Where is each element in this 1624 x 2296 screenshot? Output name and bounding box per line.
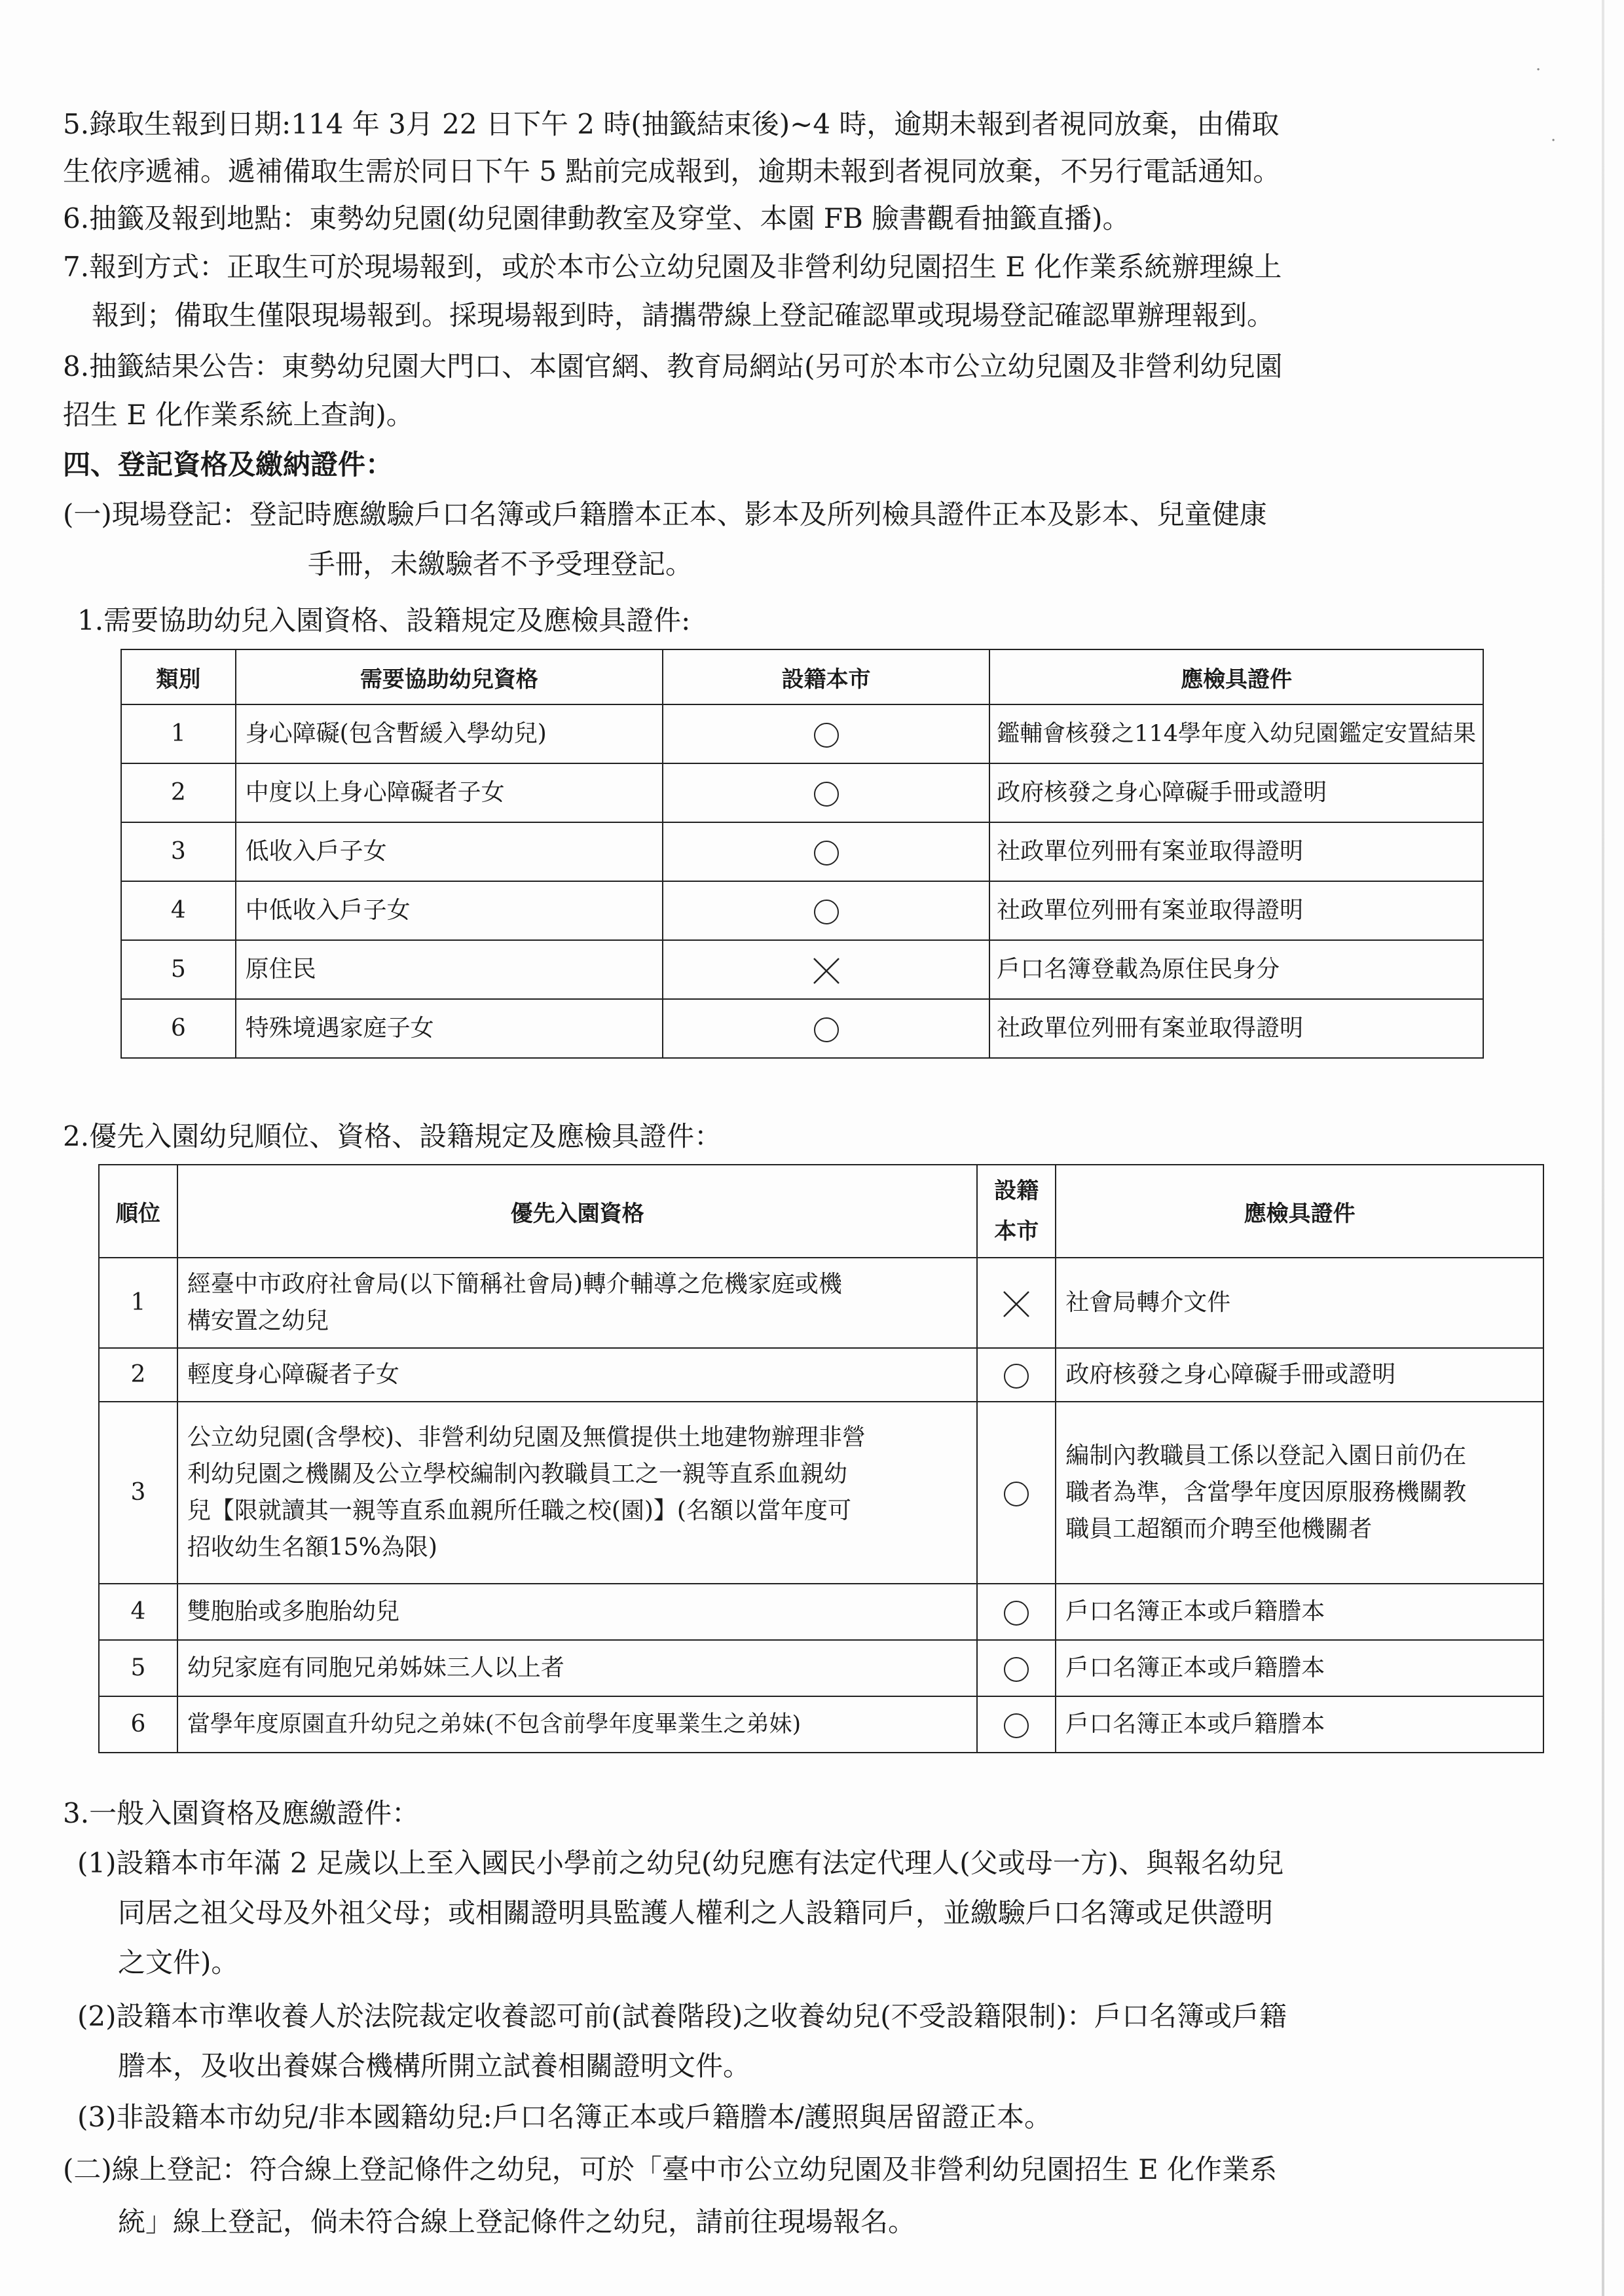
qualification-cell: [177, 1348, 978, 1402]
table-row: [121, 822, 1483, 881]
table-row: [121, 940, 1483, 999]
table-row: [99, 1640, 1543, 1696]
residency-cell: [977, 1584, 1056, 1640]
scan-speck: ·: [1536, 60, 1541, 80]
qualification-cell: [177, 1584, 978, 1640]
header-documents: 應檢具證件: [989, 649, 1483, 704]
row-number: 6: [99, 1696, 177, 1753]
row-number: 2: [121, 763, 236, 822]
required-circle-icon: [1004, 1601, 1029, 1626]
row-number: 4: [99, 1584, 177, 1640]
table-row: [99, 1402, 1543, 1584]
qualification-line: 當學年度原園直升幼兒之弟妹(不包含前學年度畢業生之弟妹): [187, 1711, 802, 1738]
item-8-line-2: 招生 E 化作業系統上查詢)。: [63, 399, 414, 431]
onsite-registration-line-1: (一)現場登記：登記時應繳驗戶口名簿或戶籍謄本正本、影本及所列檢具證件正本及影本、兒童健康: [63, 498, 1267, 530]
documents-cell: [1056, 1258, 1543, 1348]
qualification-line: 公立幼兒園(含學校)、非營利幼兒園及無償提供土地建物辦理非營: [187, 1424, 866, 1451]
table-1-title: 1.需要協助幼兒入園資格、設籍規定及應檢具證件:: [77, 604, 691, 636]
item-5-line-1: 5.錄取生報到日期:114 年 3月 22 日下午 2 時(抽籤結束後)~4 時，逾期未報到者視同放棄，由備取: [63, 108, 1280, 140]
general-item-1-line-3: 之文件)。: [118, 1946, 239, 1978]
row-number: 6: [121, 999, 236, 1058]
qualification-line: 幼兒家庭有同胞兄弟姊妹三人以上者: [187, 1654, 564, 1681]
qualification-cell: 身心障礙(包含暫緩入學幼兒): [236, 704, 663, 763]
required-circle-icon: [814, 1017, 839, 1042]
table-row: [121, 881, 1483, 940]
header-category: 類別: [121, 649, 236, 704]
scan-speck: ·: [1551, 131, 1557, 151]
not-required-cross-icon: [1001, 1289, 1031, 1319]
documents-line: 戶口名簿正本或戶籍謄本: [1065, 1598, 1325, 1625]
qualification-line: 輕度身心障礙者子女: [187, 1361, 399, 1388]
documents-cell: 社政單位列冊有案並取得證明: [989, 881, 1483, 940]
residency-cell: [663, 999, 989, 1058]
header-documents: 應檢具證件: [1056, 1165, 1543, 1258]
row-number: 4: [121, 881, 236, 940]
residency-cell: [663, 881, 989, 940]
header-rank: 順位: [99, 1165, 177, 1258]
general-item-2-line-1: (2)設籍本市準收養人於法院裁定收養認可前(試養階段)之收養幼兒(不受設籍限制)：戶口名簿或戶籍: [77, 2000, 1287, 2032]
residency-cell: [663, 822, 989, 881]
documents-line: 政府核發之身心障礙手冊或證明: [1065, 1361, 1396, 1388]
table-row: [99, 1696, 1543, 1753]
table-2-title: 2.優先入園幼兒順位、資格、設籍規定及應檢具證件：: [63, 1120, 722, 1152]
qualification-line: 招收幼生名額15%為限): [187, 1534, 437, 1561]
table-row: [99, 1258, 1543, 1348]
qualification-line: 構安置之幼兒: [187, 1307, 329, 1334]
row-number: 3: [99, 1402, 177, 1584]
required-circle-icon: [814, 723, 839, 748]
item-7-line-1: 7.報到方式：正取生可於現場報到，或於本市公立幼兒園及非營利幼兒園招生 E 化作業系統辦理線上: [63, 251, 1282, 283]
documents-cell: [1056, 1696, 1543, 1753]
documents-cell: [1056, 1402, 1543, 1584]
documents-line: 職員工超額而介聘至他機關者: [1065, 1516, 1373, 1542]
qualification-cell: 低收入戶子女: [236, 822, 663, 881]
table-row: [99, 1584, 1543, 1640]
qualification-cell: 中低收入戶子女: [236, 881, 663, 940]
header-residency-line-1: 設籍: [994, 1178, 1039, 1204]
qualification-cell: [177, 1402, 978, 1584]
residency-cell: [663, 704, 989, 763]
qualification-cell: [177, 1258, 978, 1348]
row-number: 1: [99, 1258, 177, 1348]
qualification-line: 雙胞胎或多胞胎幼兒: [187, 1598, 399, 1625]
residency-cell: [977, 1348, 1056, 1402]
general-item-1-line-1: (1)設籍本市年滿 2 足歲以上至入國民小學前之幼兒(幼兒應有法定代理人(父或母一方)、與報名幼兒: [77, 1847, 1284, 1879]
table-row: [121, 763, 1483, 822]
documents-cell: [1056, 1640, 1543, 1696]
documents-cell: 社政單位列冊有案並取得證明: [989, 999, 1483, 1058]
documents-cell: 政府核發之身心障礙手冊或證明: [989, 763, 1483, 822]
item-6: 6.抽籤及報到地點：東勢幼兒園(幼兒園律動教室及穿堂、本園 FB 臉書觀看抽籤直播)。: [63, 202, 1130, 234]
header-residency: 設籍本市: [663, 649, 989, 704]
item-5-line-2: 生依序遞補。遞補備取生需於同日下午 5 點前完成報到，逾期未報到者視同放棄，不另行電話通知。: [63, 155, 1281, 187]
required-circle-icon: [1004, 1713, 1029, 1738]
not-required-cross-icon: [811, 956, 841, 986]
general-item-3: (3)非設籍本市幼兒/非本國籍幼兒:戶口名簿正本或戶籍謄本/護照與居留證正本。: [77, 2101, 1052, 2133]
row-number: 1: [121, 704, 236, 763]
online-registration-line-2: 統」線上登記，倘未符合線上登記條件之幼兒，請前往現場報名。: [118, 2206, 916, 2238]
table-row: [121, 704, 1483, 763]
required-circle-icon: [814, 782, 839, 807]
row-number: 5: [121, 940, 236, 999]
general-admission-heading: 3.一般入園資格及應繳證件：: [63, 1797, 420, 1829]
documents-line: 編制內教職員工係以登記入園日前仍在: [1065, 1442, 1467, 1469]
page-edge-shadow: [1602, 0, 1604, 2296]
general-item-2-line-2: 謄本，及收出養媒合機構所開立試養相關證明文件。: [118, 2050, 751, 2082]
table-row: [121, 999, 1483, 1058]
qualification-cell: [177, 1640, 978, 1696]
required-circle-icon: [814, 900, 839, 924]
header-priority-qualification: 優先入園資格: [177, 1165, 978, 1258]
residency-cell: [663, 763, 989, 822]
table-header-row: [121, 649, 1483, 704]
documents-cell: [1056, 1348, 1543, 1402]
qualification-cell: 原住民: [236, 940, 663, 999]
required-circle-icon: [1004, 1364, 1029, 1389]
documents-line: 戶口名簿正本或戶籍謄本: [1065, 1711, 1325, 1738]
documents-line: 戶口名簿正本或戶籍謄本: [1065, 1654, 1325, 1681]
priority-admission-table: [98, 1164, 1544, 1753]
header-qualification: 需要協助幼兒資格: [236, 649, 663, 704]
row-number: 2: [99, 1348, 177, 1402]
header-residency-line-2: 本市: [994, 1218, 1039, 1245]
item-8-line-1: 8.抽籤結果公告：東勢幼兒園大門口、本園官網、教育局網站(另可於本市公立幼兒園及非營利幼兒園: [63, 350, 1283, 382]
qualification-cell: 中度以上身心障礙者子女: [236, 763, 663, 822]
header-residency: [977, 1165, 1056, 1258]
table-header-row: [99, 1165, 1543, 1258]
residency-cell: [977, 1640, 1056, 1696]
assistance-qualification-table: [120, 649, 1484, 1059]
qualification-cell: [177, 1696, 978, 1753]
qualification-line: 利幼兒園之機關及公立學校編制內教職員工之一親等直系血親幼: [187, 1461, 847, 1487]
documents-line: 社會局轉介文件: [1065, 1289, 1231, 1316]
residency-cell: [663, 940, 989, 999]
table-row: [99, 1348, 1543, 1402]
qualification-line: 經臺中市政府社會局(以下簡稱社會局)轉介輔導之危機家庭或機: [187, 1271, 842, 1298]
documents-cell: 鑑輔會核發之114學年度入幼兒園鑑定安置結果: [989, 704, 1483, 763]
documents-line: 職者為準，含當學年度因原服務機關教: [1065, 1479, 1467, 1506]
online-registration-line-1: (二)線上登記：符合線上登記條件之幼兒，可於「臺中市公立幼兒園及非營利幼兒園招生 E 化作業系: [63, 2153, 1278, 2185]
qualification-cell: 特殊境遇家庭子女: [236, 999, 663, 1058]
item-7-line-2: 報到；備取生僅限現場報到。採現場報到時，請攜帶線上登記確認單或現場登記確認單辦理報到。: [92, 299, 1275, 331]
documents-cell: 社政單位列冊有案並取得證明: [989, 822, 1483, 881]
residency-cell: [977, 1402, 1056, 1584]
row-number: 5: [99, 1640, 177, 1696]
documents-cell: [1056, 1584, 1543, 1640]
required-circle-icon: [1004, 1482, 1029, 1506]
documents-cell: 戶口名簿登載為原住民身分: [989, 940, 1483, 999]
residency-cell: [977, 1258, 1056, 1348]
onsite-registration-line-2: 手冊，未繳驗者不予受理登記。: [308, 548, 693, 580]
general-item-1-line-2: 同居之祖父母及外祖父母；或相關證明具監護人權利之人設籍同戶，並繳驗戶口名簿或足供證明: [118, 1897, 1274, 1929]
residency-cell: [977, 1696, 1056, 1753]
required-circle-icon: [1004, 1657, 1029, 1682]
required-circle-icon: [814, 841, 839, 866]
row-number: 3: [121, 822, 236, 881]
qualification-line: 兒【限就讀其一親等直系血親所任職之校(園)】(名額以當年度可: [187, 1497, 851, 1524]
section-4-heading: 四、登記資格及繳納證件：: [63, 448, 394, 481]
